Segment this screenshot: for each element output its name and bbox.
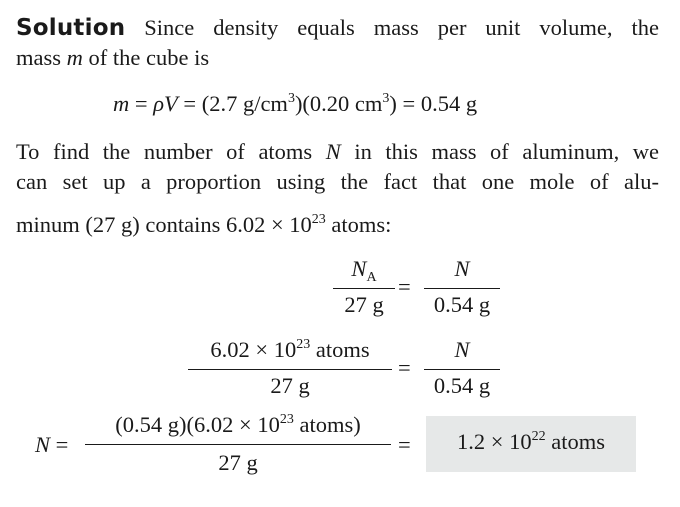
proportion1-right-fraction [424,256,500,322]
text-segment: (0.54 g)(6.02 × 10 [115,412,280,437]
variable-n: N [351,256,367,281]
fraction-numerator [424,256,500,282]
equals-sign: = [398,432,411,457]
text-segment: in this mass of aluminum, we [340,139,659,164]
fraction-denominator: 27 g [270,373,310,398]
text-segment: atoms: [325,212,392,237]
text-segment: minum (27 g) contains 6.02 × 10 [16,212,312,237]
equals-sign: = [398,274,411,299]
fraction-denominator: 0.54 g [433,373,491,398]
text-segment: ) = 0.54 g [389,91,478,116]
fraction-bar [85,444,391,445]
text-segment: mass [16,45,67,70]
solution-line-2 [16,43,659,73]
fraction-bar [188,369,392,370]
proportion1-left-fraction [333,256,395,322]
solution-paragraph [16,13,659,73]
exponent: 3 [382,91,390,106]
solution-line-1 [16,13,659,43]
variable-v: V [164,91,178,116]
variable-m: m [113,91,130,116]
text-segment: To find the number of atoms [16,139,326,164]
text-segment: )(0.20 cm [294,91,383,116]
equals-sign: = [398,355,411,380]
atoms-line-2: can set up a proportion using the fact that one mole of alu- [16,169,659,194]
equals-sign: = [50,432,69,457]
fraction-numerator [424,337,500,363]
variable-n: N [454,337,470,362]
fraction-numerator [333,256,395,285]
text-segment: atoms [545,429,605,454]
text-segment: atoms) [293,412,361,437]
solution-heading: Solution [16,15,126,41]
text-segment: 6.02 × 10 [210,337,297,362]
solution-intro-text: Since density equals mass per unit volume, the [144,15,660,40]
text-segment: atoms [310,337,370,362]
fraction-numerator [188,337,392,363]
proportion2-left-fraction [188,337,392,403]
result-lhs [35,432,68,458]
mass-equation [113,91,477,117]
exponent: 23 [279,412,294,427]
answer-value [426,429,636,455]
exponent: 3 [287,91,295,106]
answer-box [426,416,636,472]
fraction-bar [333,288,395,289]
atoms-line-3 [16,210,391,240]
variable-rho: ρ [153,91,165,116]
fraction-numerator [85,412,391,438]
atoms-line-1 [16,137,659,167]
fraction-denominator: 27 g [344,292,384,317]
text-segment: 1.2 × 10 [457,429,532,454]
variable-n: N [325,139,341,164]
exponent: 23 [311,212,326,227]
variable-n: N [454,256,470,281]
result-fraction [85,412,391,480]
variable-m: m [66,45,83,70]
exponent: 23 [296,337,311,352]
atoms-paragraph [16,137,659,197]
fraction-bar [424,369,500,370]
text-segment: of the cube is [82,45,210,70]
subscript: A [366,270,377,285]
equals-sign: = [129,91,154,116]
proportion2-right-fraction [424,337,500,403]
variable-n: N [35,432,51,457]
fraction-denominator: 0.54 g [433,292,491,317]
text-segment: = (2.7 g/cm [177,91,288,116]
fraction-denominator: 27 g [218,450,258,475]
exponent: 22 [531,429,546,444]
fraction-bar [424,288,500,289]
